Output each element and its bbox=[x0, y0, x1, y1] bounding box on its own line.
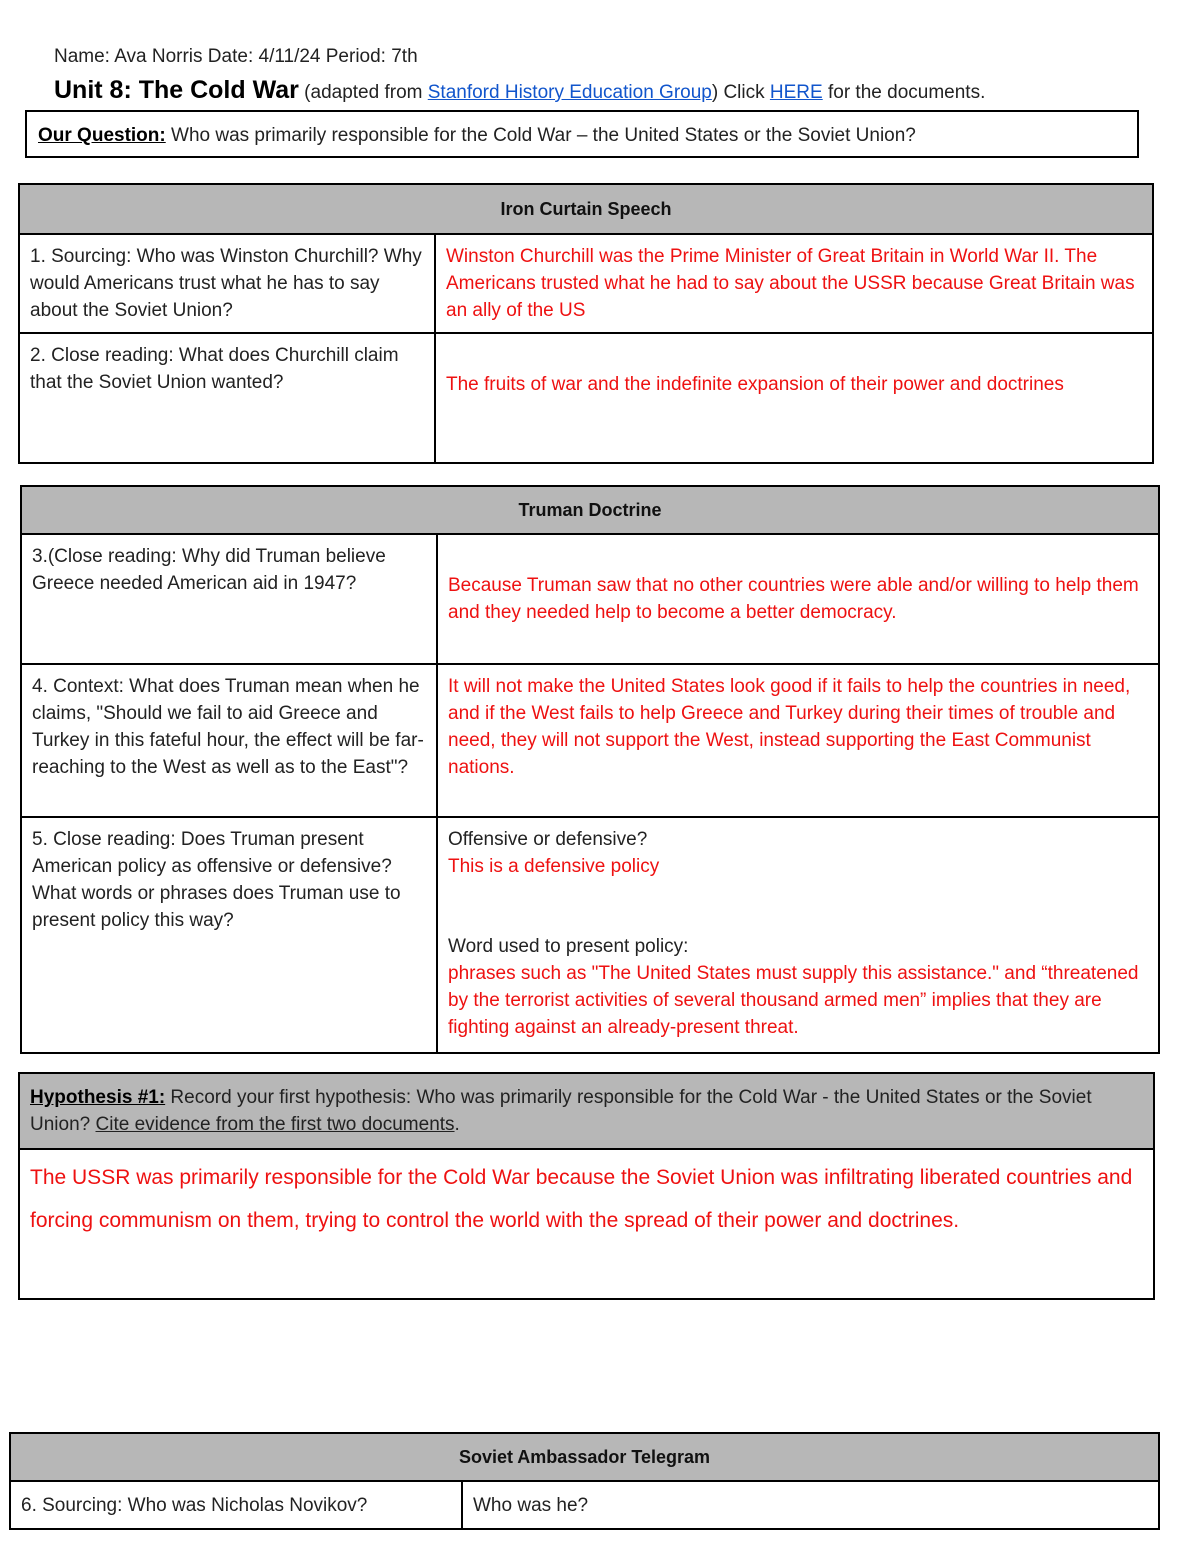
question-5: 5. Close reading: Does Truman present American policy as offensive or defensive? What words or phrases does Truman use to present policy this way? bbox=[21, 817, 437, 1053]
title-suffix: for the documents. bbox=[822, 82, 986, 103]
answer-1[interactable]: Winston Churchill was the Prime Minister of Great Britain in World War II. The Americans trusted what he had to say about the USSR because Great Britain was an ally of the US bbox=[435, 234, 1153, 333]
click-text: ) Click bbox=[711, 82, 770, 103]
unit-title: Unit 8: The Cold War bbox=[54, 76, 299, 104]
hypothesis-text: Record your first hypothesis: Who was primarily responsible for the Cold War - the United States or the Soviet Union? bbox=[30, 1087, 1092, 1135]
answer-5-cell[interactable] bbox=[437, 817, 1159, 1053]
question-4: 4. Context: What does Truman mean when he claims, "Should we fail to aid Greece and Turkey in this fateful hour, the effect will be far-reaching to the West as well as to the East"? bbox=[21, 664, 437, 817]
iron-curtain-title: Iron Curtain Speech bbox=[19, 184, 1153, 234]
question-2: 2. Close reading: What does Churchill claim that the Soviet Union wanted? bbox=[19, 333, 435, 463]
student-meta: Name: Ava Norris Date: 4/11/24 Period: 7th bbox=[54, 46, 418, 67]
answer-5-prompt-1: Offensive or defensive? bbox=[448, 829, 648, 850]
question-6: 6. Sourcing: Who was Nicholas Novikov? bbox=[10, 1481, 462, 1529]
hypothesis-label: Hypothesis #1: bbox=[30, 1087, 166, 1108]
documents-link[interactable]: HERE bbox=[769, 82, 823, 103]
truman-table bbox=[20, 485, 1160, 1054]
truman-title: Truman Doctrine bbox=[21, 486, 1159, 534]
hypothesis-period: . bbox=[454, 1114, 460, 1135]
answer-5b[interactable]: phrases such as "The United States must supply this assistance." and “threatened by the terrorist activities of several thousand armed men” implies that they are fighting against an already-present threat. bbox=[448, 963, 1139, 1038]
hypothesis-answer[interactable]: The USSR was primarily responsible for the Cold War because the Soviet Union was infiltrating liberated countries and forcing communism on them, trying to control the world with the spread of their power and doctrines. bbox=[19, 1149, 1154, 1299]
question-1: 1. Sourcing: Who was Winston Churchill? Why would Americans trust what he has to say about the Soviet Union? bbox=[19, 234, 435, 333]
hypothesis-prompt bbox=[19, 1073, 1154, 1149]
unit-title-line bbox=[54, 76, 985, 105]
hypothesis-cite: Cite evidence from the first two documents bbox=[95, 1114, 455, 1135]
adapted-prefix: (adapted from bbox=[298, 82, 428, 103]
telegram-table bbox=[9, 1432, 1160, 1530]
hypothesis-table bbox=[18, 1072, 1155, 1300]
question-3: 3.(Close reading: Why did Truman believe Greece needed American aid in 1947? bbox=[21, 534, 437, 664]
question-text: Who was primarily responsible for the Cold War – the United States or the Soviet Union? bbox=[165, 125, 916, 146]
answer-2[interactable]: The fruits of war and the indefinite expansion of their power and doctrines bbox=[435, 333, 1153, 463]
telegram-title: Soviet Ambassador Telegram bbox=[10, 1433, 1159, 1481]
answer-5-prompt-2: Word used to present policy: bbox=[448, 936, 689, 957]
question-label: Our Question: bbox=[38, 125, 166, 146]
answer-6[interactable]: Who was he? bbox=[462, 1481, 1159, 1529]
answer-4[interactable]: It will not make the United States look good if it fails to help the countries in need, and if the West fails to help Greece and Turkey during their times of trouble and need, they will not support the West, instead supporting the East Communist nations. bbox=[437, 664, 1159, 817]
answer-3[interactable]: Because Truman saw that no other countries were able and/or willing to help them and they needed help to become a better democracy. bbox=[437, 534, 1159, 664]
question-box bbox=[25, 110, 1139, 158]
iron-curtain-table bbox=[18, 183, 1154, 464]
answer-5a[interactable]: This is a defensive policy bbox=[448, 856, 660, 877]
source-link[interactable]: Stanford History Education Group bbox=[427, 82, 712, 103]
